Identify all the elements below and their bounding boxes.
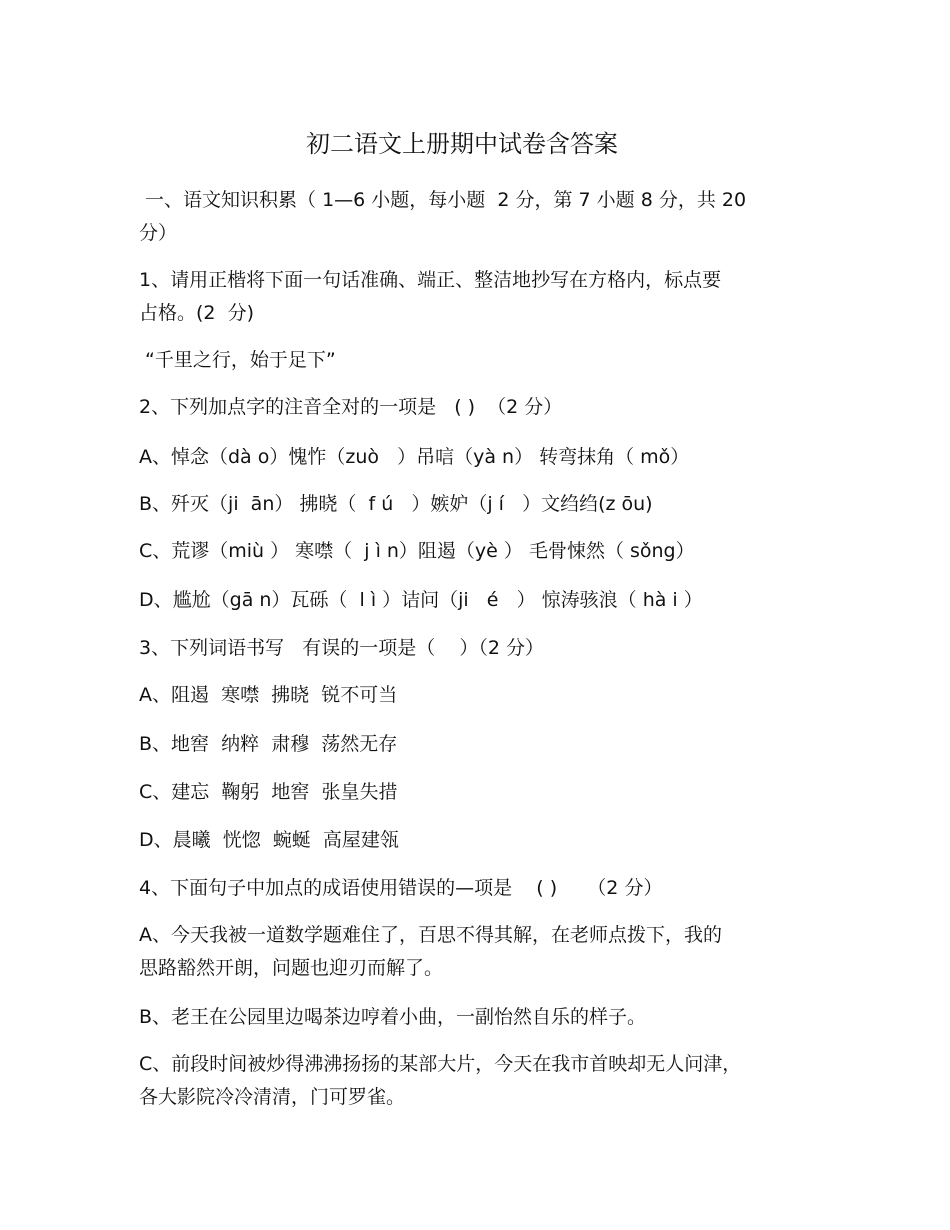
- question-2-option-a: A、悼念（dà o）愧怍（zuò ）吊唁（yà n） 转弯抹角（ mǒ）: [139, 446, 690, 468]
- section-heading-line1: 一、语文知识积累（ 1—6 小题，每小题 2 分，第 7 小题 8 分，共 20: [139, 189, 747, 211]
- question-3-stem: 3、下列词语书写 有误的一项是（ ）（2 分）: [139, 637, 544, 659]
- question-2-option-b: B、歼灭（ji ān） 拂晓（ f ú ）嫉妒（j í ）文绉绉(z ōu): [139, 493, 653, 515]
- question-4-option-b: B、老王在公园里边喝茶边哼着小曲，一副怡然自乐的样子。: [139, 1006, 647, 1028]
- question-3-option-a: A、阻遏 寒噤 拂晓 锐不可当: [139, 684, 398, 706]
- question-4-stem: 4、下面句子中加点的成语使用错误的—项是 ( ) （2 分）: [139, 877, 663, 899]
- question-4-option-c-line2: 各大影院冷冷清清，门可罗雀。: [139, 1086, 406, 1108]
- document-title: 初二语文上册期中试卷含答案: [306, 130, 618, 158]
- question-1-line2: 占格。(2 分): [139, 302, 254, 324]
- section-heading-line2: 分）: [139, 222, 178, 244]
- question-4-option-a-line2: 思路豁然开朗，问题也迎刃而解了。: [139, 957, 444, 979]
- question-2-stem: 2、下列加点字的注音全对的一项是 ( ) （2 分）: [139, 396, 563, 418]
- question-1-quote: “千里之行，始于足下”: [139, 349, 336, 371]
- question-3-option-d: D、晨曦 恍惚 蜿蜒 高屋建瓴: [139, 829, 399, 851]
- question-3-option-b: B、地窖 纳粹 肃穆 荡然无存: [139, 733, 398, 755]
- question-1-line1: 1、请用正楷将下面一句话准确、端正、整洁地抄写在方格内，标点要: [139, 269, 722, 291]
- question-3-option-c: C、建忘 鞠躬 地窖 张皇失措: [139, 781, 398, 803]
- question-4-option-c-line1: C、前段时间被炒得沸沸扬扬的某部大片，今天在我市首映却无人问津，: [139, 1053, 742, 1075]
- question-4-option-a-line1: A、今天我被一道数学题难住了，百思不得其解，在老师点拨下，我的: [139, 924, 722, 946]
- question-2-option-c: C、荒谬（miù ） 寒噤（ j ì n）阻遏（yè ） 毛骨悚然（ sǒng）: [139, 540, 695, 562]
- question-2-option-d: D、尴尬（gā n）瓦砾（ l ì ）诘问（ji é ） 惊涛骇浪（ hà i ）: [139, 589, 703, 611]
